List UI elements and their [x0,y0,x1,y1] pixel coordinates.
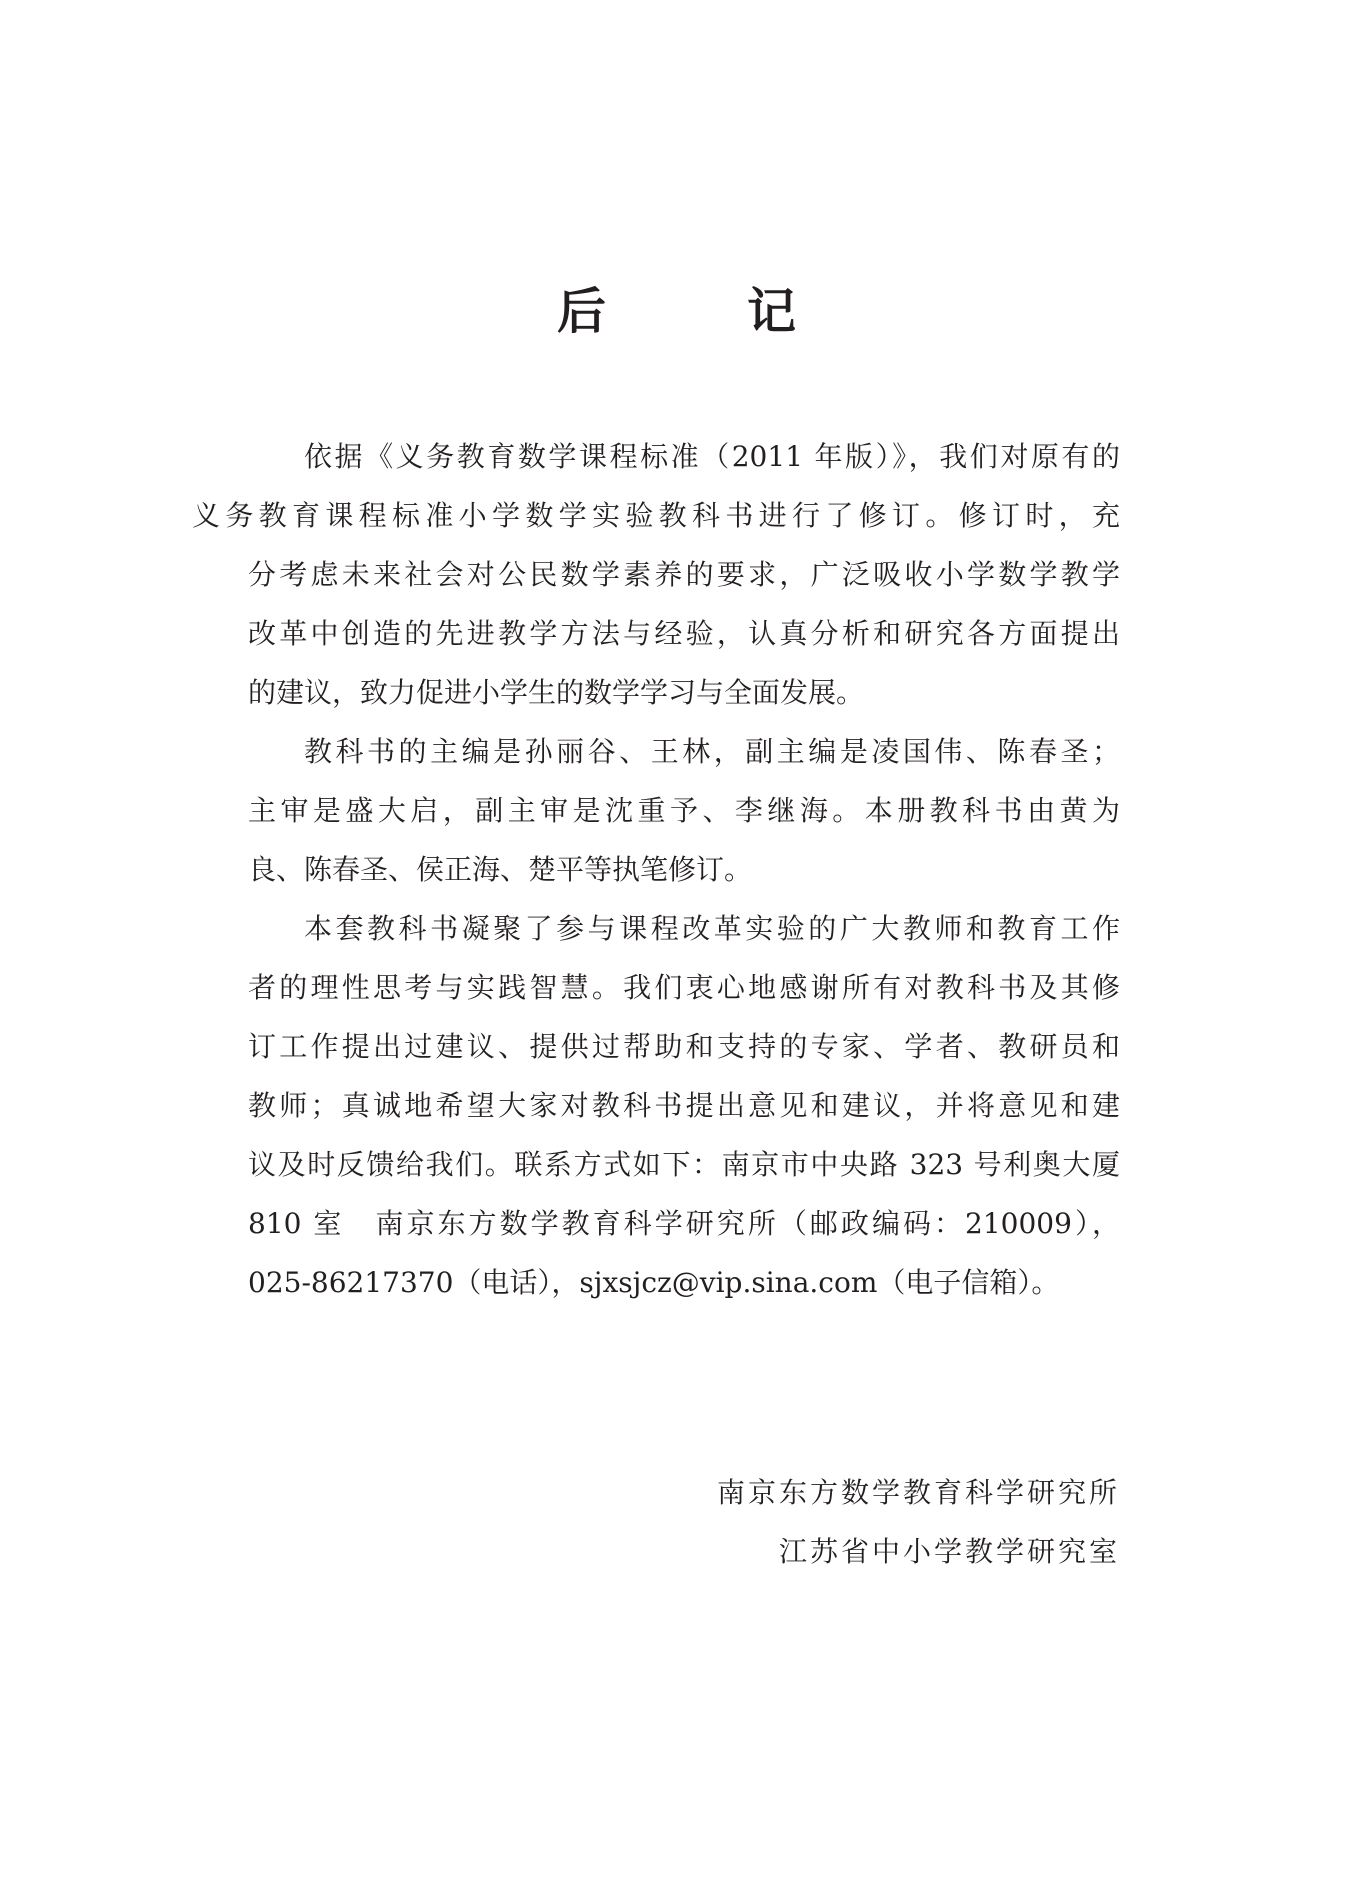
text-line: 议及时反馈给我们。联系方式如下：南京市中央路 323 号利奥大厦 [248,1148,1120,1181]
text-line: 810 室 南京东方数学教育科学研究所（邮政编码：210009）， [248,1207,1120,1240]
signature-institute: 南京东方数学教育科学研究所 [716,1476,1120,1509]
page-title: 后 记 [556,283,859,340]
text-line: 分考虑未来社会对公民数学素养的要求，广泛吸收小学数学教学 [248,558,1120,591]
text-line: 教师；真诚地希望大家对教科书提出意见和建议，并将意见和建 [248,1089,1120,1122]
paragraph-3 [248,899,1120,1312]
document-body [192,427,1120,1312]
text-line: 025-86217370（电话），sjxsjcz@vip.sina.com（电子信箱）。 [248,1266,1060,1299]
signature-block [717,1463,1120,1581]
text-line: 订工作提出过建议、提供过帮助和支持的专家、学者、教研员和 [248,1030,1120,1063]
paragraph-2 [248,722,1120,899]
text-line: 教科书的主编是孙丽谷、王林，副主编是凌国伟、陈春圣； [304,735,1120,768]
signature-office: 江苏省中小学教学研究室 [778,1535,1120,1568]
text-line: 主审是盛大启，副主审是沈重予、李继海。本册教科书由黄为 [248,794,1120,827]
text-line: 改革中创造的先进教学方法与经验，认真分析和研究各方面提出 [248,617,1120,650]
text-line: 依据《义务教育数学课程标准（2011 年版）》，我们对原有的 [304,440,1120,473]
text-line: 的建议，致力促进小学生的数学学习与全面发展。 [248,676,865,709]
text-line: 良、陈春圣、侯正海、楚平等执笔修订。 [248,853,753,886]
text-line: 义务教育课程标准小学数学实验教科书进行了修订。修订时，充 [192,499,1120,532]
paragraph-1 [192,427,1120,722]
text-line: 者的理性思考与实践智慧。我们衷心地感谢所有对教科书及其修 [248,971,1120,1004]
text-line: 本套教科书凝聚了参与课程改革实验的广大教师和教育工作 [304,912,1120,945]
